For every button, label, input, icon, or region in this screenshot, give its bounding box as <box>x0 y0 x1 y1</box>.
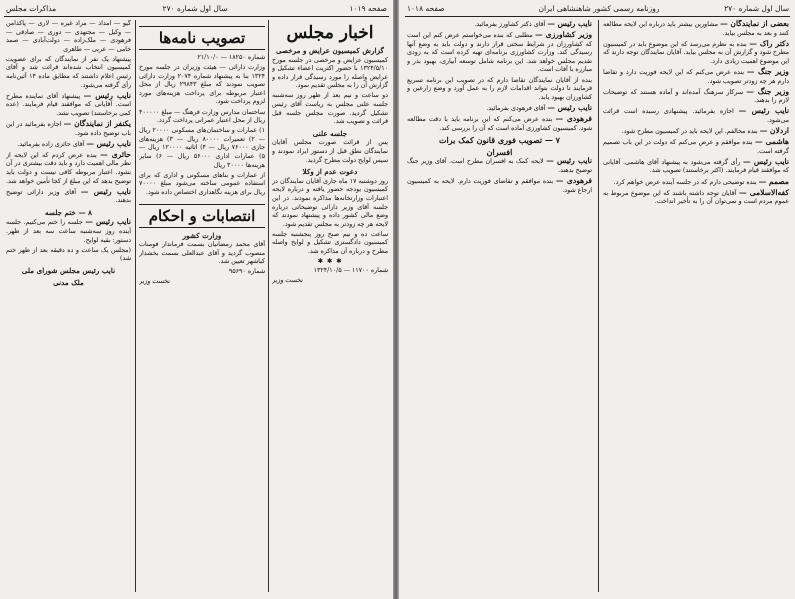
paragraph: (مجلس یک ساعت و ده دقیقه بعد از ظهر ختم شد) <box>6 246 131 263</box>
speaker-label: نایب رئیس — <box>546 156 592 166</box>
speech-text: رأی گرفته می‌شود به پیشنهاد آقای هاشمی. آقایانی که موافقند قیام فرمایند. (اکثر برخاستند) تصویب شد. <box>603 158 789 175</box>
speaker-label: نایب رئیس — <box>80 186 131 196</box>
speech-text: بنده عرض می‌کنم که این لایحه فوریت دارد و تقاضا دارم هر چه زودتر تصویب شود. <box>603 68 789 85</box>
paragraph: پس از قرائت صورت مجلس آقایان نمایندگان نطق قبل از دستور ایراد نمودند و سپس لوایح دولت مطرح گردید. <box>272 139 388 164</box>
speaker-label: مصمم — <box>758 176 789 186</box>
right-page <box>399 0 795 599</box>
speech-text: اجازه بفرمائید. پیشنهادی رسیده است قرائت می‌شود. <box>603 108 789 124</box>
section-heading: دعوت عدم از وکلا <box>302 167 358 177</box>
speech-text: مشاورین بیشتر باید درباره این لایحه مطالعه کنند و بعد به مجلس بیاید. <box>603 21 789 37</box>
section-heading: جلسه علنی <box>312 128 348 138</box>
right-page-gazette-title: روزنامه رسمی کشور شاهنشاهی ایران <box>538 4 660 13</box>
left-page-number: صفحه ۱۰۱۹ <box>349 4 387 13</box>
speaker-label: نایب رئیس — <box>547 20 592 28</box>
right-col-1 <box>603 20 789 592</box>
speech-text: آقایان توجه داشته باشند که این موضوع مربوط به عموم مردم است و نمی‌توان آن را به تأخیر انداخت. <box>603 189 789 206</box>
signature: نخست وزیر <box>272 276 303 284</box>
speech-text: پیشنهاد آقای نماینده مطرح است. آقایانی که موافقند قیام فرمایند. (عده کمی برخاستند) تصویب نشد. <box>6 92 131 117</box>
speaker-label: کفه‌الاسلامی — <box>738 187 789 197</box>
column-rule <box>135 20 136 592</box>
ministry-heading: وزارت کشور <box>182 230 222 240</box>
speaker-label: فرهودی — <box>555 113 592 123</box>
speaker-label: یکنفر از نمایندگان — <box>63 119 131 129</box>
reference-number: شماره ۱۸۲۵۰ — ۲۱/۱۰/۰ <box>197 54 265 61</box>
speaker-label: دکتر راک — <box>749 38 789 48</box>
masthead-akhbar-majlis: اخبار مجلس <box>286 23 374 43</box>
speech-text: لایحه کمک به افسران مطرح است. آقای وزیر جنگ توضیح بدهند. <box>407 158 592 174</box>
decrees-title: تصویب نامه‌ها <box>139 26 265 50</box>
left-page <box>0 0 393 599</box>
left-col-2 <box>139 20 265 592</box>
speech-text: بنده عرض کردم که این لایحه از نظر مالی اهمیت دارد و باید دقت بیشتری در آن بشود. اعتبار مربوطه کافی نیست و دولت باید توضیح بدهد که این مبلغ از کجا تأمین خواهد شد. <box>6 151 131 185</box>
speaker-label: نایب رئیس — <box>547 102 592 112</box>
header-rule <box>405 16 790 17</box>
column-rule <box>598 20 599 592</box>
signature-name: ملک مدنی <box>53 277 84 287</box>
right-col-2 <box>407 20 592 592</box>
speech-text: بنده مخالفم. این لایحه باید در کمیسیون مطرح شود. <box>621 128 758 136</box>
committee-report-heading: گزارش کمیسیون عرایض و مرخصی <box>276 46 384 55</box>
speech-text: آقای وزیر دارائی توضیح بدهند. <box>6 188 131 205</box>
reference-number: شماره ۱۱۷۰۰ — ۱۳۲۴/۱۰/۵ <box>313 266 388 274</box>
paragraph: بنده از آقایان نمایندگان تقاضا دارم که در تصویب این برنامه تسریع فرمایند تا دولت بتواند اقدامات لازم را به عمل آورد و وضع زارعین و کشاورزان بهبود یابد. <box>407 76 592 101</box>
left-page-issue: سال اول شماره ۲۷۰ <box>162 4 228 13</box>
speech-text: سرکار سرهنگ آمده‌اند و آماده هستند که توضیحات لازم را بدهند. <box>603 88 789 105</box>
paragraph: ساعت ده و نیم صبح روز پنجشنبه جلسه کمیسیون دادگستری تشکیل و لوایح واصله مطرح و درباره آن مذاکره شد. <box>272 230 388 256</box>
speaker-label: وزیر جنگ — <box>746 66 789 76</box>
paragraph: از عمارات و بناهای مسکونی و اداری که برای استفاده عمومی ساخته می‌شود مبلغ ۷۰۰۰۰ ریال برای هزینه نگاهداری اختصاص داده شود. <box>139 171 265 196</box>
speaker-label: نایب رئیس — <box>85 217 131 227</box>
speaker-label: بعضی از نمایندگان — <box>720 20 789 28</box>
signature: نخست وزیر <box>139 278 170 286</box>
paragraph: آقای محمد رمضانیان بسمت فرماندار فومنات منصوب گردید و آقای عبدالعلی بسمت بخشدار کیاشهر تعیین شد. <box>139 241 265 266</box>
paragraph: دو ساعت و نیم بعد از ظهر روز سه‌شنبه جلسه علنی مجلس به ریاست آقای رئیس تشکیل گردید. صورت مجلس جلسه قبل قرائت و تصویب شد. <box>272 92 388 126</box>
appointments-title: انتصابات و احکام <box>139 204 265 228</box>
paragraph: روز دوشنبه ۱۷ ماه جاری آقایان نمایندگان در کمیسیون بودجه حضور یافته و درباره لایحه اعتبارات وزارتخانه‌ها مذاکره نمودند. در این جلسه آقای وزیر دارائی توضیحاتی درباره وضع مالی کشور داده و پیشنهاد نمودند که لایحه هر چه زودتر به مجلس تقدیم شود. <box>272 177 388 228</box>
budget-list: ۱) عمارات و ساختمان‌های مسکونی ۲۰۰۰۰ ریال — ۲) تعمیرات ۸۰۰۰۰ ریال — ۳) هزینه‌های جاری ۷۶۰۰۰ ریال — ۴) اثاثیه ۱۲۰۰۰۰ ریال — ۵) عمارات اداری ۵۶۰۰۰ ریال — ۶) سایر هزینه‌ها ۳۰۰۰۰ ریال <box>139 127 265 169</box>
paragraph: وزارت دارائی — هیئت وزیران در جلسه مورخ ۱۳۲۴ بنا به پیشنهاد شماره ۲۰۷۴ وزارت دارائی تصویب نمودند که مبلغ ۲۹۸۴۳ ریال از محل اعتبار مربوطه برای پرداخت هزینه‌های مورد لزوم پرداخت شود. <box>139 64 265 106</box>
speaker-label: نایب رئیس — <box>743 156 789 166</box>
right-page-issue: سال اول شماره ۲۷۰ <box>724 4 789 13</box>
agenda-item-subheading: افسران <box>486 146 513 157</box>
speech-text: مطلبی که بنده می‌خواستم عرض کنم این است که کشاورزان در شرایط سختی قرار دارند و دولت باید به وضع آنها رسیدگی کند. وزارت کشاورزی برنامه‌ای تهیه کرده است که به زودی تقدیم مجلس خواهد شد. این برنامه شامل توسعه آبیاری، بهبود بذر و مبارزه با آفات است. <box>407 32 592 74</box>
right-page-number: صفحه ۱۰۱۸ <box>407 4 445 13</box>
names-list: گیو — امداد — مراد غیره — لاری — پاکدامن — وکیل — مجتهدی — دوری — صادقی — فرهودی — ملک‌زاده — دولت‌آبادی — صمد خامی — عربی — طاهری <box>6 20 131 53</box>
speaker-label: هاشمی — <box>754 137 789 147</box>
reference-number: شماره ۹۵۶۹۰ <box>228 268 265 276</box>
separator-stars: ✱ ✱ ✱ <box>317 258 343 266</box>
speaker-label: فرهودی — <box>555 176 592 185</box>
speech-text: آقای فرهودی بفرمائید. <box>486 104 546 112</box>
left-page-section: مذاکرات مجلس <box>6 4 57 13</box>
speaker-label: نایب رئیس — <box>738 106 789 116</box>
speech-text: بنده موافقم و تقاضای فوریت دارم. لایحه به کمیسیون ارجاع شود. <box>407 178 592 194</box>
speech-text: بنده عرض می‌کنم که این برنامه باید با دقت مطالعه شود. کمیسیون کشاورزی آماده است که آن را بررسی کند. <box>407 115 592 132</box>
header-rule <box>4 16 389 17</box>
speech-text: آقای حائری زاده بفرمائید. <box>17 140 85 148</box>
speaker-label: حائری — <box>100 149 131 159</box>
speech-text: جلسه را ختم می‌کنیم. جلسه آینده روز سه‌شنبه ساعت سه بعد از ظهر. دستور: بقیه لوایح. <box>6 219 131 244</box>
paragraph: پیشنهاد یک نفر از نمایندگان که برای عضویت کمیسیون انتخاب شده‌اند قرائت شد و آقای رئیس اعلام داشتند که مطابق ماده ۱۴ آئین‌نامه رأی گرفته می‌شود. <box>6 55 131 89</box>
speech-text: اجازه بفرمائید در این باب توضیح داده شود. <box>6 121 131 137</box>
speaker-label: نایب رئیس — <box>86 138 131 148</box>
signature-title: نایب رئیس مجلس شورای ملی <box>21 265 116 275</box>
left-col-1 <box>272 20 388 592</box>
speaker-label: وزیر کشاورزی — <box>535 30 592 40</box>
speaker-label: نایب رئیس — <box>83 90 131 100</box>
session-close-heading: ۸ — ختم جلسه <box>44 207 93 217</box>
speech-text: آقای دکتر کشاورز بفرمائید. <box>474 21 546 28</box>
speech-text: بنده موافقم و عرض می‌کنم که دولت در این باب تصمیم گرفته است. <box>603 139 789 155</box>
paragraph: ساختمان مدارس وزارت فرهنگ — مبلغ ۴۰۰۰۰۰ ریال از محل اعتبار عمرانی پرداخت گردد. <box>139 108 265 125</box>
left-col-3 <box>6 20 131 592</box>
agenda-item-heading: ۷ — تصویب فوری قانون کمک برات <box>439 135 560 146</box>
speech-text: بنده به نظرم می‌رسد که این موضوع باید در کمیسیون مطرح شود و گزارش آن به مجلس بیاید. آقایان نمایندگان توجه دارند که این موضوع اهمیت زیادی دارد. <box>603 40 789 65</box>
paragraph: کمیسیون عرایض و مرخصی در جلسه مورخ ۱۳۲۴/۵/۱۰ با حضور اکثریت اعضاء تشکیل و عرایض واصله را مورد رسیدگی قرار داده و گزارش آن را به مجلس تقدیم نمود. <box>272 56 388 90</box>
column-rule <box>268 20 269 592</box>
speech-text: بنده توضیحی دارم که در جلسه آینده عرض خواهم کرد. <box>613 178 757 186</box>
speaker-label: اردلان — <box>759 126 789 136</box>
speaker-label: وزیر جنگ — <box>746 86 789 96</box>
